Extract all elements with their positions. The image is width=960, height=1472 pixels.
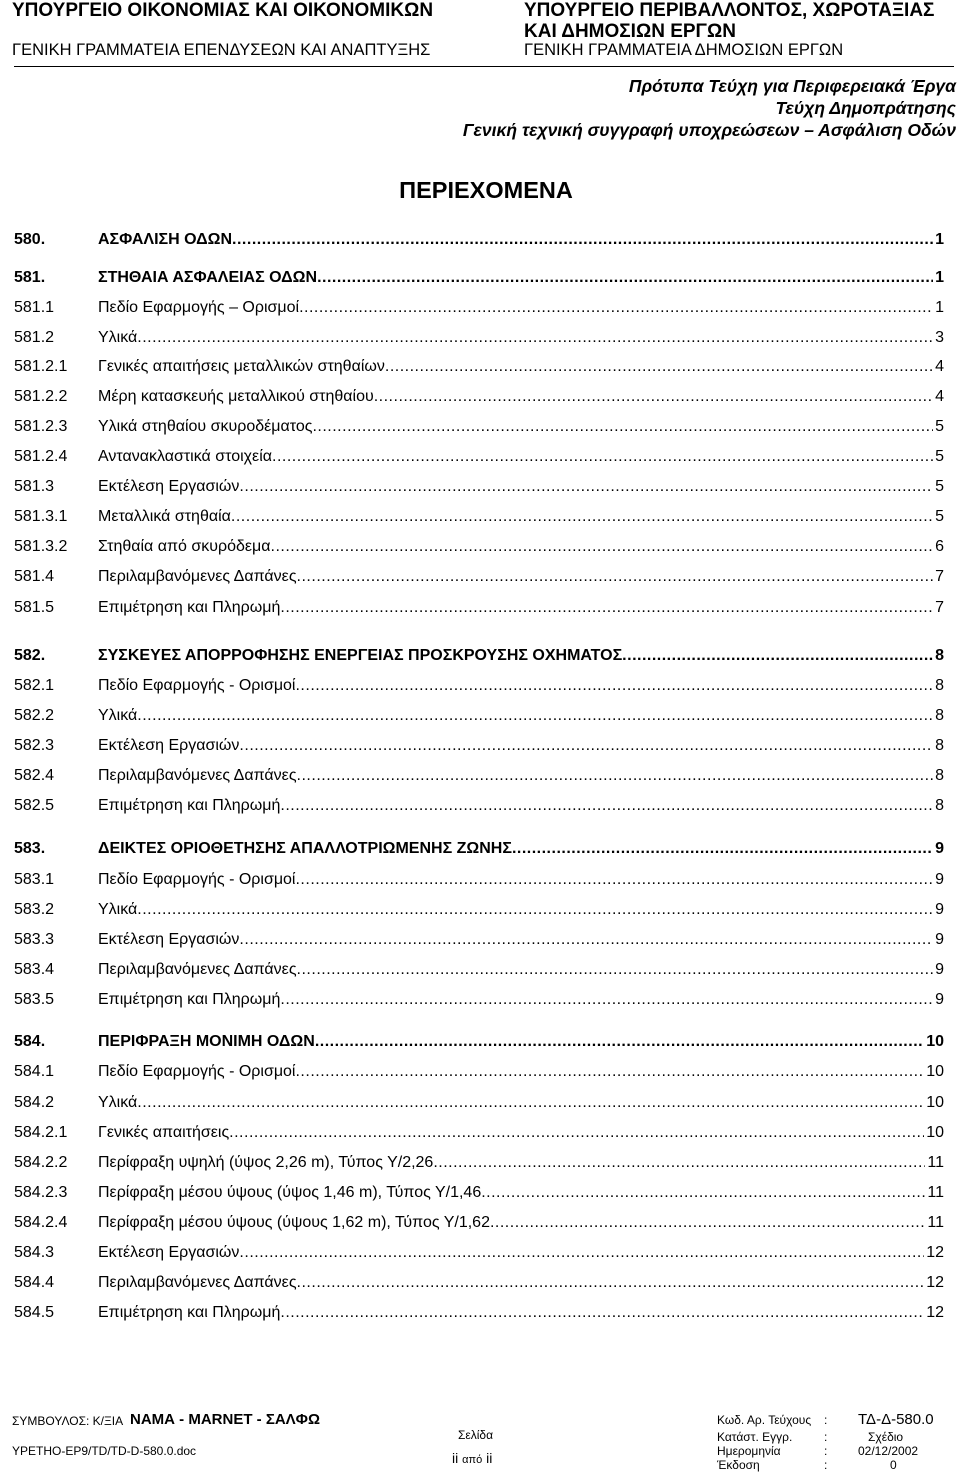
toc-title: Πεδίο Εφαρμογής - Ορισμοί [98, 871, 296, 888]
toc-row[interactable] [14, 355, 944, 379]
toc-title: Υλικά [98, 901, 138, 918]
toc-page-number: 1 [935, 269, 944, 286]
page-of: από [462, 1454, 483, 1466]
toc-title: Περίφραξη υψηλή (ύψος 2,26 m), Τύπος Υ/2,26 [98, 1154, 434, 1171]
ministry-environment-title-line2: ΚΑΙ ΔΗΜΟΣΙΩΝ ΕΡΓΩΝ [524, 21, 736, 42]
toc-row[interactable] [14, 1151, 944, 1175]
toc-row[interactable] [14, 1241, 944, 1265]
toc-page-number: 1 [935, 299, 944, 316]
toc-number: 583.1 [14, 871, 55, 888]
code-label: Κωδ. Αρ. Τεύχους [717, 1413, 812, 1427]
toc-title: Γενικές απαιτήσεις μεταλλικών στηθαίων [98, 358, 385, 375]
toc-number: 584.2.1 [14, 1124, 68, 1141]
toc-title: Υλικά στηθαίου σκυροδέματος [98, 418, 313, 435]
toc-number: 581.3.2 [14, 538, 68, 555]
toc-number: 581.3 [14, 478, 55, 495]
toc-page-number: 10 [926, 1063, 944, 1080]
toc-row[interactable] [14, 704, 944, 728]
toc-page-number: 12 [926, 1244, 944, 1261]
toc-leader-dots [272, 445, 933, 469]
toc-number: 581.2.4 [14, 448, 68, 465]
toc-title: Επιμέτρηση και Πληρωμή [98, 991, 281, 1008]
toc-title: ΣΤΗΘΑΙΑ ΑΣΦΑΛΕΙΑΣ ΟΔΩΝ [98, 269, 318, 286]
toc-number: 581. [14, 269, 46, 286]
toc-row[interactable] [14, 988, 944, 1012]
toc-page-number: 11 [927, 1184, 944, 1201]
toc-leader-dots [137, 704, 933, 728]
toc-page-number: 9 [935, 961, 944, 978]
toc-row[interactable] [14, 837, 944, 861]
toc-title: Επιμέτρηση και Πληρωμή [98, 599, 281, 616]
toc-row[interactable] [14, 415, 944, 439]
toc-leader-dots [231, 505, 933, 529]
toc-row[interactable] [14, 385, 944, 409]
gen-secretariat-investments: ΓΕΝΙΚΗ ΓΡΑΜΜΑΤΕΙΑ ΕΠΕΝΔΥΣΕΩΝ ΚΑΙ ΑΝΑΠΤΥΞΗΣ [12, 41, 431, 59]
toc-leader-dots [239, 734, 933, 758]
toc-number: 583.3 [14, 931, 55, 948]
toc-title: Περιλαμβανόμενες Δαπάνες [98, 1274, 297, 1291]
toc-title: Εκτέλεση Εργασιών [98, 737, 240, 754]
toc-page-number: 9 [935, 991, 944, 1008]
toc-number: 582.3 [14, 737, 55, 754]
toc-number: 584.2 [14, 1094, 55, 1111]
toc-leader-dots [239, 1241, 924, 1265]
edition-colon: : [824, 1458, 828, 1472]
toc-row[interactable] [14, 535, 944, 559]
toc-page-number: 12 [926, 1304, 944, 1321]
toc-number: 581.1 [14, 299, 55, 316]
toc-row[interactable] [14, 1060, 944, 1084]
toc-number: 581.2.1 [14, 358, 68, 375]
toc-number: 582.2 [14, 707, 55, 724]
consultant-label: ΣΥΜΒΟΥΛΟΣ: Κ/ΞΙΑ [12, 1414, 124, 1428]
code-value: ΤΔ-Δ-580.0 [858, 1411, 934, 1428]
toc-page-number: 5 [935, 418, 944, 435]
toc-leader-dots [299, 296, 933, 320]
edition-label: Έκδοση [717, 1458, 760, 1472]
toc-title: Εκτέλεση Εργασιών [98, 931, 240, 948]
toc-page-number: 8 [935, 767, 944, 784]
consultant-name: ΝΑΜΑ - MARNET - ΣΑΛΦΩ [130, 1411, 320, 1428]
toc-row[interactable] [14, 445, 944, 469]
toc-number: 580. [14, 231, 46, 248]
toc-leader-dots [490, 1211, 925, 1235]
toc-row[interactable] [14, 764, 944, 788]
header-divider [14, 66, 954, 67]
toc-title: Υλικά [98, 1094, 138, 1111]
toc-page-number: 8 [935, 737, 944, 754]
toc-number: 582.1 [14, 677, 55, 694]
toc-leader-dots [271, 535, 934, 559]
toc-title: Εκτέλεση Εργασιών [98, 478, 240, 495]
toc-leader-dots [232, 228, 933, 252]
file-path: YPETHO-EP9/TD/TD-D-580.0.doc [12, 1444, 197, 1458]
toc-leader-dots [385, 355, 933, 379]
toc-page-number: 7 [935, 599, 944, 616]
toc-title: ΑΣΦΑΛΙΣΗ ΟΔΩΝ [98, 231, 233, 248]
toc-leader-dots [137, 326, 933, 350]
toc-row[interactable] [14, 1211, 944, 1235]
toc-page-number: 10 [926, 1033, 944, 1050]
toc-title: Περιλαμβανόμενες Δαπάνες [98, 961, 297, 978]
toc-leader-dots [315, 1030, 924, 1054]
toc-leader-dots [297, 1271, 925, 1295]
toc-leader-dots [512, 837, 933, 861]
toc-number: 584.5 [14, 1304, 55, 1321]
toc-page-number: 7 [935, 568, 944, 585]
toc-number: 584.2.2 [14, 1154, 68, 1171]
page-total: ii [486, 1450, 493, 1466]
toc-leader-dots [239, 928, 933, 952]
page-current: ii [452, 1450, 459, 1466]
toc-number: 581.2.2 [14, 388, 68, 405]
toc-row[interactable] [14, 228, 944, 252]
toc-row[interactable] [14, 596, 944, 620]
page-number [452, 1450, 492, 1466]
toc-title: Περίφραξη μέσου ύψους (ύψος 1,46 m), Τύπος Υ/1,46 [98, 1184, 482, 1201]
toc-leader-dots [280, 988, 933, 1012]
toc-number: 584.1 [14, 1063, 55, 1080]
toc-page-number: 8 [935, 797, 944, 814]
toc-row[interactable] [14, 644, 944, 668]
toc-leader-dots [137, 1091, 924, 1115]
doc-subtitle-1: Πρότυπα Τεύχη για Περιφερειακά Έργα [628, 76, 956, 96]
toc-page-number: 9 [935, 901, 944, 918]
toc-title: Περιλαμβανόμενες Δαπάνες [98, 767, 297, 784]
toc-title: ΠΕΡΙΦΡΑΞΗ ΜΟΝΙΜΗ ΟΔΩΝ [98, 1033, 315, 1050]
toc-number: 583.2 [14, 901, 55, 918]
toc-row[interactable] [14, 565, 944, 589]
toc-page-number: 4 [935, 358, 944, 375]
toc-title: Στηθαία από σκυρόδεμα [98, 538, 271, 555]
toc-title: ΣΥΣΚΕΥΕΣ ΑΠΟΡΡΟΦΗΣΗΣ ΕΝΕΡΓΕΙΑΣ ΠΡΟΣΚΡΟΥΣΗΣ ΟΧΗΜΑΤΟΣ [98, 647, 623, 664]
toc-title: Υλικά [98, 707, 138, 724]
toc-leader-dots [280, 794, 933, 818]
toc-page-number: 9 [935, 871, 944, 888]
toc-leader-dots [481, 1181, 925, 1205]
toc-leader-dots [239, 475, 933, 499]
toc-leader-dots [295, 1060, 924, 1084]
doc-subtitle-3: Γενική τεχνική συγγραφή υποχρεώσεων – Ασφάλιση Οδών [462, 120, 956, 140]
toc-page-number: 5 [935, 478, 944, 495]
toc-leader-dots [280, 596, 933, 620]
toc-number: 581.3.1 [14, 508, 68, 525]
toc-leader-dots [317, 266, 933, 290]
toc-row[interactable] [14, 794, 944, 818]
toc-row[interactable] [14, 505, 944, 529]
toc-row[interactable] [14, 1091, 944, 1115]
toc-title: Επιμέτρηση και Πληρωμή [98, 797, 281, 814]
toc-row[interactable] [14, 868, 944, 892]
toc-number: 582.5 [14, 797, 55, 814]
toc-number: 581.4 [14, 568, 55, 585]
toc-title: Μέρη κατασκευής μεταλλικού στηθαίου [98, 388, 374, 405]
toc-page-number: 8 [935, 647, 944, 664]
toc-row[interactable] [14, 266, 944, 290]
toc-leader-dots [295, 674, 933, 698]
toc-number: 582. [14, 647, 46, 664]
toc-row[interactable] [14, 958, 944, 982]
toc-title: Περίφραξη μέσου ύψους (ύψους 1,62 m), Τύπος Υ/1,62 [98, 1214, 490, 1231]
toc-title: Αντανακλαστικά στοιχεία [98, 448, 272, 465]
toc-page-number: 5 [935, 448, 944, 465]
toc-row[interactable] [14, 1301, 944, 1325]
toc-leader-dots [312, 415, 933, 439]
doc-subtitle-2: Τεύχη Δημοπράτησης [775, 98, 956, 118]
toc-page-number: 9 [935, 931, 944, 948]
toc-row[interactable] [14, 734, 944, 758]
toc-title: Πεδίο Εφαρμογής – Ορισμοί [98, 299, 300, 316]
toc-title: Μεταλλικά στηθαία [98, 508, 231, 525]
toc-number: 581.5 [14, 599, 55, 616]
toc-number: 584.4 [14, 1274, 55, 1291]
toc-leader-dots [433, 1151, 925, 1175]
toc-leader-dots [137, 898, 933, 922]
toc-page-number: 11 [927, 1154, 944, 1171]
toc-leader-dots [229, 1121, 924, 1145]
status-label: Κατάστ. Εγγρ. [717, 1430, 793, 1444]
toc-row[interactable] [14, 898, 944, 922]
ministry-economy-title: ΥΠΟΥΡΓΕΙΟ ΟΙΚΟΝΟΜΙΑΣ ΚΑΙ ΟΙΚΟΝΟΜΙΚΩΝ [12, 0, 434, 21]
toc-leader-dots [295, 868, 933, 892]
toc-page-number: 12 [926, 1274, 944, 1291]
toc-title: Εκτέλεση Εργασιών [98, 1244, 240, 1261]
toc-row[interactable] [14, 1181, 944, 1205]
toc-row[interactable] [14, 1271, 944, 1295]
toc-row[interactable] [14, 296, 944, 320]
toc-row[interactable] [14, 674, 944, 698]
toc-title: Επιμέτρηση και Πληρωμή [98, 1304, 281, 1321]
toc-page-number: 11 [927, 1214, 944, 1231]
toc-leader-dots [297, 958, 934, 982]
date-colon: : [824, 1444, 828, 1458]
toc-row[interactable] [14, 928, 944, 952]
date-label: Ημερομηνία [717, 1444, 781, 1458]
toc-number: 581.2 [14, 329, 55, 346]
toc-page-number: 8 [935, 677, 944, 694]
toc-number: 583.4 [14, 961, 55, 978]
toc-title: ΔΕΙΚΤΕΣ ΟΡΙΟΘΕΤΗΣΗΣ ΑΠΑΛΛΟΤΡΙΩΜΕΝΗΣ ΖΩΝΗΣ [98, 840, 512, 857]
toc-page-number: 6 [935, 538, 944, 555]
toc-page-number: 5 [935, 508, 944, 525]
ministry-environment-title-line1: ΥΠΟΥΡΓΕΙΟ ΠΕΡΙΒΑΛΛΟΝΤΟΣ, ΧΩΡΟΤΑΞΙΑΣ [524, 0, 935, 21]
toc-number: 583.5 [14, 991, 55, 1008]
toc-number: 582.4 [14, 767, 55, 784]
toc-leader-dots [297, 764, 934, 788]
toc-leader-dots [374, 385, 933, 409]
toc-row[interactable] [14, 326, 944, 350]
code-colon: : [824, 1413, 828, 1427]
toc-page-number: 10 [926, 1094, 944, 1111]
page-label: Σελίδα [458, 1428, 494, 1442]
status-colon: : [824, 1430, 828, 1444]
toc-leader-dots [622, 644, 933, 668]
status-value: Σχέδιο [868, 1430, 904, 1444]
edition-value: 0 [890, 1458, 897, 1472]
toc-title: Υλικά [98, 329, 138, 346]
toc-number: 584.2.3 [14, 1184, 68, 1201]
toc-row[interactable] [14, 475, 944, 499]
gen-secretariat-public-works: ΓΕΝΙΚΗ ΓΡΑΜΜΑΤΕΙΑ ΔΗΜΟΣΙΩΝ ΕΡΓΩΝ [524, 41, 844, 59]
toc-leader-dots [280, 1301, 924, 1325]
toc-number: 584.3 [14, 1244, 55, 1261]
toc-number: 584.2.4 [14, 1214, 68, 1231]
date-value: 02/12/2002 [858, 1444, 919, 1458]
toc-number: 581.2.3 [14, 418, 68, 435]
toc-page-number: 10 [926, 1124, 944, 1141]
toc-page-number: 4 [935, 388, 944, 405]
toc-row[interactable] [14, 1030, 944, 1054]
toc-title: Πεδίο Εφαρμογής - Ορισμοί [98, 677, 296, 694]
toc-number: 583. [14, 840, 46, 857]
toc-title: Γενικές απαιτήσεις [98, 1124, 230, 1141]
toc-title: Πεδίο Εφαρμογής - Ορισμοί [98, 1063, 296, 1080]
toc-page-number: 1 [935, 231, 944, 248]
toc-heading: ΠΕΡΙΕΧΟΜΕΝΑ [399, 177, 573, 203]
toc-page-number: 8 [935, 707, 944, 724]
toc-number: 584. [14, 1033, 46, 1050]
toc-page-number: 3 [935, 329, 944, 346]
toc-leader-dots [297, 565, 934, 589]
toc-row[interactable] [14, 1121, 944, 1145]
toc-title: Περιλαμβανόμενες Δαπάνες [98, 568, 297, 585]
toc-page-number: 9 [935, 840, 944, 857]
